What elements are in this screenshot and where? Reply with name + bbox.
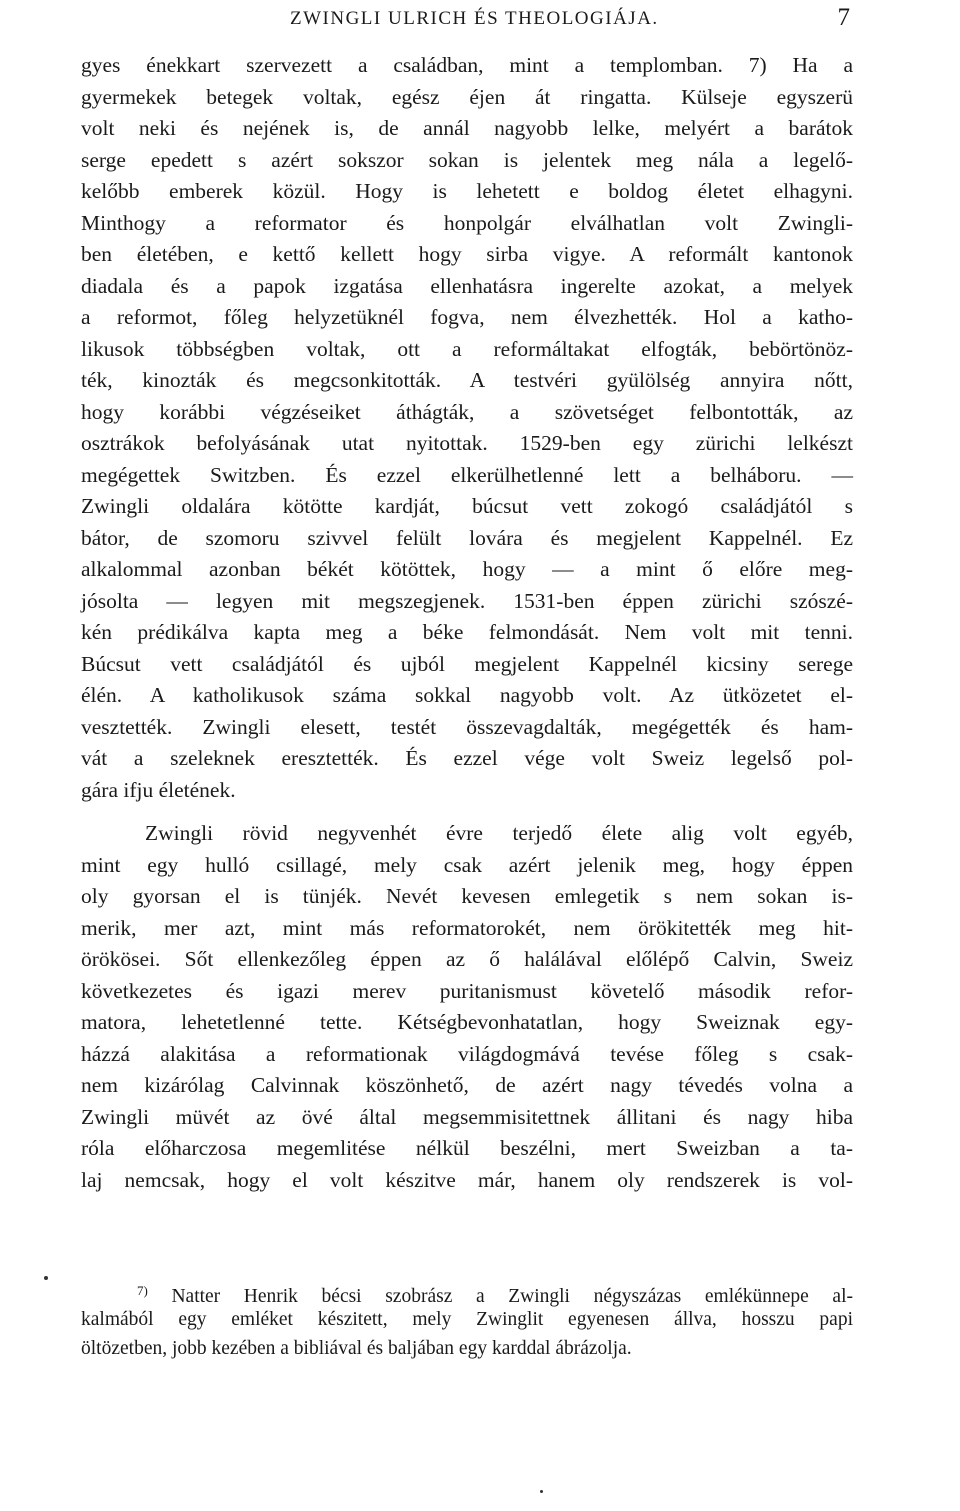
text-line: Zwingli oldalára kötötte kardját, búcsut vett zokogó családjától s — [81, 494, 853, 518]
footnote — [81, 1276, 853, 1363]
text-line: jósolta — legyen mit megszegjenek. 1531-ben éppen zürichi szószé- — [81, 588, 853, 613]
text-line: következetes és igazi merev puritanismust követelő második refor- — [81, 978, 853, 1003]
text-line: laj nemcsak, hogy el volt készitve már, hanem oly rendszerek is vol- — [81, 1167, 853, 1192]
text-line: likusok többségben voltak, ott a reformáltakat elfogták, bebörtönöz- — [81, 336, 853, 361]
paragraph — [81, 50, 853, 806]
text-line: hogy korábbi végzéseiket áthágták, a szövetséget felbontották, az — [81, 399, 853, 424]
text-line: megégettek Switzben. És ezzel elkerülhetlenné lett a belháboru. — — [81, 462, 853, 487]
page-number: 7 — [837, 4, 850, 31]
text-line: Búcsut vett családjától és ujból megjelent Kappelnél kicsiny serege — [81, 651, 853, 676]
text-line: matora, lehetetlenné tette. Kétségbevonhatatlan, hogy Sweiznak egy- — [81, 1010, 853, 1034]
running-title: ZWINGLI ULRICH ÉS THEOLOGIÁJA. — [290, 8, 659, 29]
text-line: mint egy hulló csillagé, mely csak azért jelenik meg, hogy éppen — [81, 852, 853, 877]
text-line: ben életében, e kettő kellett hogy sirba vigye. A reformált kantonok — [81, 242, 853, 266]
text-line: Minthogy a reformator és honpolgár elválhatlan volt Zwingli- — [81, 210, 853, 235]
text-line: alkalommal azonban békét kötöttek, hogy — a mint ő előre meg- — [81, 557, 853, 581]
paragraph — [81, 818, 853, 1196]
paragraph-gap — [81, 806, 853, 818]
text-line: kelőbb emberek közül. Hogy is lehetett e boldog életet elhagyni. — [81, 179, 853, 203]
text-line: gára ifju életének. — [81, 777, 236, 802]
text-line: ték, kinozták és megcsonkitották. A testvéri gyülölség annyira nőtt, — [81, 368, 853, 392]
paper-speck — [44, 1276, 48, 1280]
text-line: házzá alakitása a reformationak világdogmává tevése főleg s csak- — [81, 1041, 853, 1066]
text-line: osztrákok befolyásának utat nyitottak. 1529-ben egy zürichi lelkészt — [81, 431, 853, 455]
footnote-text: Natter Henrik bécsi szobrász a Zwingli négyszázas emlékünnepe al- — [171, 1286, 853, 1307]
text-line: a reformot, főleg helyzetüknél fogva, nem élvezhették. Hol a katho- — [81, 305, 853, 329]
text-line: merik, mer azt, mint más reformatorokét, nem örökitették meg hit- — [81, 915, 853, 940]
paper-speck — [540, 1490, 543, 1493]
footnote-marker: 7) — [137, 1283, 148, 1298]
text-line: gyes énekkart szervezett a családban, mint a templomban. 7) Ha a — [81, 53, 853, 77]
text-line: örökösei. Sőt ellenkezőleg éppen az ő halálával előlépő Calvin, Sweiz — [81, 947, 853, 971]
footnote-line: kalmából egy emléket készitett, mely Zwinglit egyenesen állva, hosszu papi — [81, 1309, 853, 1330]
text-line: vát a szeleknek eresztették. És ezzel vége volt Sweiz legelső pol- — [81, 746, 853, 770]
text-line: róla előharczosa megemlitése nélkül beszélni, mert Sweizban a ta- — [81, 1136, 853, 1160]
text-line: oly gyorsan el is tünjék. Nevét kevesen emlegetik s nem sokan is- — [81, 884, 853, 908]
text-line: vesztették. Zwingli elesett, testét összevagdalták, megégették és ham- — [81, 714, 853, 739]
text-line: volt neki és nejének is, de annál nagyobb lelke, melyért a barátok — [81, 116, 853, 140]
text-line: élén. A katholikusok száma sokkal nagyobb volt. Az ütközetet el- — [81, 683, 853, 707]
body-text — [81, 50, 853, 1196]
text-line: serge epedett s azért sokszor sokan is jelentek meg nála a legelő- — [81, 147, 853, 172]
text-line: Zwingli rövid negyvenhét évre terjedő élete alig volt egyéb, — [145, 821, 853, 845]
text-line: gyermekek betegek voltak, egész éjen át ringatta. Külseje egyszerü — [81, 84, 853, 109]
text-line: bátor, de szomoru szivvel felült lovára és megjelent Kappelnél. Ez — [81, 525, 853, 550]
footnote-line — [81, 1276, 853, 1305]
text-line: Zwingli müvét az övé által megsemmisitettnek állitani és nagy hiba — [81, 1104, 853, 1129]
text-line: kén prédikálva kapta meg a béke felmondását. Nem volt mit tenni. — [81, 620, 853, 644]
running-head — [290, 6, 850, 36]
text-line: nem kizárólag Calvinnak köszönhető, de azért nagy tévedés volna a — [81, 1073, 853, 1097]
footnote-line: öltözetben, jobb kezében a bibliával és baljában egy karddal ábrázolja. — [81, 1338, 632, 1359]
text-line: diadala és a papok izgatása ellenhatásra ingerelte azokat, a melyek — [81, 273, 853, 298]
